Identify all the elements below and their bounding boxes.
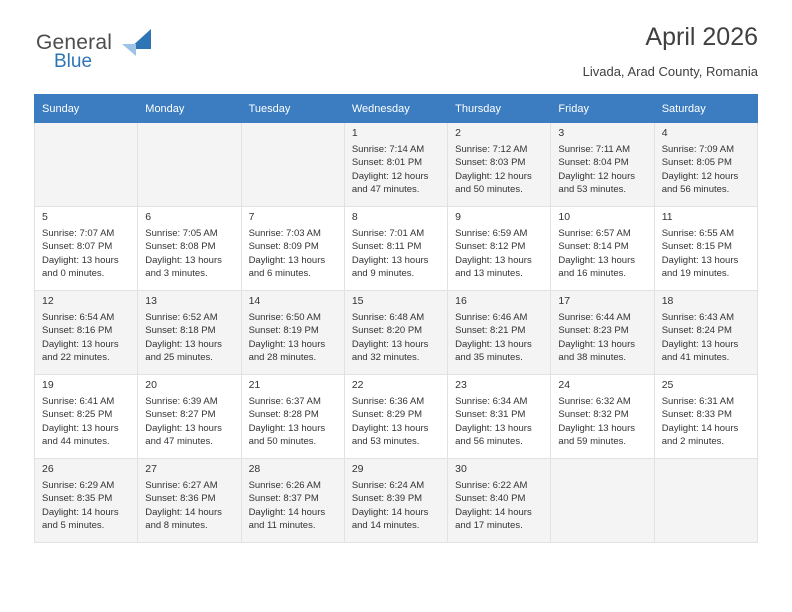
calendar-day-empty [241, 123, 344, 207]
calendar-day-number: 19 [42, 379, 54, 391]
calendar-day-detail-line: Daylight: 13 hours [42, 254, 119, 266]
calendar-header-row [35, 95, 758, 123]
calendar-day-detail-line: Sunset: 8:18 PM [145, 325, 216, 337]
calendar-day-detail-line: Sunset: 8:19 PM [248, 325, 319, 337]
calendar-day-detail-line: and 11 minutes. [248, 520, 316, 532]
calendar-day-cell [448, 291, 551, 375]
calendar-day-detail-line: Daylight: 13 hours [145, 422, 222, 434]
logo-text-blue: Blue [54, 51, 93, 72]
calendar-day-empty [35, 123, 138, 207]
calendar-day-detail-line: and 50 minutes. [248, 436, 317, 448]
calendar-day-detail-line: Sunrise: 7:11 AM [558, 143, 631, 155]
calendar-day-number: 5 [42, 211, 48, 223]
calendar-day-detail-line: Sunrise: 7:14 AM [351, 143, 425, 155]
calendar-day-detail-line: Sunrise: 6:41 AM [42, 395, 115, 407]
calendar-day-detail-line: Sunset: 8:14 PM [558, 241, 629, 253]
calendar-day-detail-line: Sunrise: 6:46 AM [455, 311, 528, 323]
calendar-day-detail-line: Sunset: 8:07 PM [42, 241, 113, 253]
calendar-day-number: 1 [351, 127, 358, 139]
calendar-day-number: 2 [455, 127, 461, 139]
weekday-header-tuesday: Tuesday [241, 95, 344, 123]
calendar-day-detail-line: Sunrise: 6:24 AM [351, 479, 425, 491]
calendar-body [35, 123, 758, 543]
calendar-day-detail-line: Sunrise: 6:26 AM [248, 479, 321, 491]
calendar-day-detail-line: Daylight: 12 hours [558, 170, 635, 182]
calendar-day-number: 25 [661, 379, 674, 391]
calendar-day-number: 26 [42, 463, 54, 475]
calendar-day-cell [344, 375, 447, 459]
calendar-day-detail-line: and 8 minutes. [145, 520, 208, 532]
calendar-day-cell [551, 207, 654, 291]
calendar-day-detail-line: Sunset: 8:40 PM [455, 493, 526, 505]
calendar-day-detail-line: Sunset: 8:39 PM [351, 493, 423, 505]
calendar-day-detail-line: Sunset: 8:25 PM [42, 409, 113, 421]
calendar-day-detail-line: Sunrise: 7:05 AM [145, 227, 218, 239]
calendar-day-number: 27 [145, 463, 157, 475]
title-block [583, 24, 758, 79]
calendar-day-detail-line: Sunset: 8:21 PM [455, 325, 526, 337]
calendar-day-detail-line: and 14 minutes. [351, 520, 420, 532]
calendar-day-cell [654, 123, 757, 207]
calendar-day-empty [138, 123, 241, 207]
calendar-day-detail-line: Sunrise: 6:44 AM [558, 311, 631, 323]
calendar-day-number: 18 [661, 295, 674, 307]
calendar-day-detail-line: Daylight: 13 hours [351, 254, 429, 266]
calendar-day-cell [138, 375, 241, 459]
calendar-day-detail-line: Sunrise: 6:57 AM [558, 227, 631, 239]
calendar-day-detail-line: Daylight: 13 hours [351, 422, 429, 434]
calendar-day-detail-line: Sunset: 8:29 PM [351, 409, 423, 421]
calendar-day-detail-line: Sunset: 8:09 PM [248, 241, 319, 253]
calendar-week-row [35, 375, 758, 459]
calendar-day-detail-line: and 2 minutes. [661, 436, 725, 448]
calendar-day-detail-line: Sunset: 8:16 PM [42, 325, 113, 337]
calendar-day-detail-line: Daylight: 14 hours [351, 506, 429, 518]
calendar-day-number: 12 [42, 295, 54, 307]
weekday-header-sunday: Sunday [35, 95, 138, 123]
calendar-day-detail-line: Sunset: 8:08 PM [145, 241, 216, 253]
calendar-day-detail-line: Daylight: 13 hours [661, 338, 739, 350]
calendar-day-empty [654, 459, 757, 543]
calendar-day-detail-line: Sunset: 8:12 PM [455, 241, 526, 253]
calendar-day-detail-line: Sunset: 8:37 PM [248, 493, 319, 505]
calendar-day-number: 29 [351, 463, 364, 475]
calendar-day-cell [35, 291, 138, 375]
calendar-day-detail-line: Sunset: 8:35 PM [42, 493, 113, 505]
calendar-day-detail-line: Daylight: 13 hours [248, 338, 326, 350]
calendar-day-detail-line: Sunset: 8:15 PM [661, 241, 732, 253]
calendar-day-number: 7 [248, 211, 255, 223]
calendar-day-detail-line: Sunrise: 6:52 AM [145, 311, 218, 323]
location-subtitle: Livada, Arad County, Romania [582, 63, 758, 79]
calendar-day-cell [551, 291, 654, 375]
calendar-day-detail-line: Daylight: 13 hours [42, 422, 119, 434]
calendar-day-detail-line: Daylight: 14 hours [455, 506, 532, 518]
calendar-day-detail-line: Sunset: 8:20 PM [351, 325, 423, 337]
calendar-day-cell [241, 375, 344, 459]
weekday-header-thursday: Thursday [448, 95, 551, 123]
calendar-day-detail-line: Daylight: 14 hours [145, 506, 222, 518]
calendar-day-detail-line: and 3 minutes. [145, 268, 208, 280]
calendar-day-detail-line: and 38 minutes. [558, 352, 627, 364]
calendar-day-detail-line: Sunrise: 6:36 AM [351, 395, 425, 407]
calendar-day-detail-line: and 5 minutes. [42, 520, 105, 532]
calendar-day-detail-line: Sunset: 8:33 PM [661, 409, 732, 421]
calendar-day-detail-line: Sunset: 8:03 PM [455, 157, 526, 169]
calendar-day-detail-line: Sunset: 8:01 PM [351, 157, 423, 169]
calendar-day-detail-line: Daylight: 13 hours [248, 254, 326, 266]
calendar-day-detail-line: Sunrise: 7:12 AM [455, 143, 528, 155]
calendar-day-number: 22 [351, 379, 364, 391]
calendar-week-row [35, 459, 758, 543]
calendar-day-detail-line: and 0 minutes. [42, 268, 105, 280]
calendar-day-cell [138, 291, 241, 375]
calendar-day-detail-line: Sunrise: 6:39 AM [145, 395, 218, 407]
calendar-day-detail-line: Daylight: 13 hours [145, 254, 222, 266]
calendar-day-detail-line: Daylight: 12 hours [661, 170, 739, 182]
calendar-day-detail-line: Sunset: 8:36 PM [145, 493, 216, 505]
calendar-day-number: 6 [145, 211, 152, 223]
calendar-day-detail-line: and 19 minutes. [661, 268, 730, 280]
calendar-day-detail-line: Sunrise: 6:59 AM [455, 227, 528, 239]
calendar-day-detail-line: Sunrise: 6:27 AM [145, 479, 218, 491]
calendar-day-detail-line: and 53 minutes. [558, 184, 627, 196]
calendar-day-detail-line: Sunset: 8:32 PM [558, 409, 629, 421]
calendar-day-detail-line: Sunrise: 6:37 AM [248, 395, 321, 407]
calendar-day-detail-line: Sunrise: 6:31 AM [661, 395, 735, 407]
calendar-day-detail-line: Sunset: 8:28 PM [248, 409, 319, 421]
calendar-day-detail-line: Daylight: 13 hours [455, 422, 532, 434]
calendar-day-detail-line: Daylight: 13 hours [558, 338, 635, 350]
calendar-day-cell [448, 375, 551, 459]
generalblue-logo [34, 24, 164, 74]
calendar-day-detail-line: and 56 minutes. [661, 184, 730, 196]
calendar-day-detail-line: Sunset: 8:31 PM [455, 409, 526, 421]
calendar-day-cell [448, 123, 551, 207]
calendar-day-cell [654, 291, 757, 375]
calendar-day-detail-line: Daylight: 14 hours [661, 422, 739, 434]
calendar-day-detail-line: Sunrise: 6:22 AM [455, 479, 528, 491]
calendar-day-cell [344, 291, 447, 375]
calendar-day-detail-line: Daylight: 13 hours [661, 254, 739, 266]
calendar-day-cell [241, 291, 344, 375]
calendar-day-number: 30 [455, 463, 467, 475]
calendar-day-number: 13 [145, 295, 157, 307]
calendar-day-number: 16 [455, 295, 467, 307]
calendar-day-cell [138, 459, 241, 543]
calendar-day-detail-line: Daylight: 13 hours [455, 254, 532, 266]
calendar-day-detail-line: Sunset: 8:24 PM [661, 325, 732, 337]
calendar-day-detail-line: Sunset: 8:23 PM [558, 325, 629, 337]
calendar-day-detail-line: Sunset: 8:27 PM [145, 409, 216, 421]
calendar-day-number: 28 [248, 463, 261, 475]
calendar-day-number: 17 [558, 295, 571, 307]
calendar-day-detail-line: Daylight: 13 hours [42, 338, 119, 350]
calendar-day-number: 9 [455, 211, 461, 223]
calendar-day-cell [448, 207, 551, 291]
logo-swoosh-secondary-icon [122, 44, 136, 56]
calendar-day-detail-line: and 44 minutes. [42, 436, 110, 448]
calendar-day-detail-line: Daylight: 13 hours [351, 338, 429, 350]
calendar-day-detail-line: Sunrise: 6:50 AM [248, 311, 321, 323]
weekday-header-saturday: Saturday [654, 95, 757, 123]
calendar-day-number: 10 [558, 211, 571, 223]
calendar-day-cell [241, 207, 344, 291]
calendar-day-detail-line: Sunrise: 6:43 AM [661, 311, 735, 323]
calendar-day-detail-line: and 35 minutes. [455, 352, 523, 364]
calendar-day-detail-line: and 41 minutes. [661, 352, 730, 364]
calendar-day-detail-line: Daylight: 12 hours [455, 170, 532, 182]
page-title: April 2026 [645, 23, 758, 51]
weekday-header-friday: Friday [551, 95, 654, 123]
calendar-day-cell [35, 207, 138, 291]
calendar-day-number: 24 [558, 379, 571, 391]
calendar-day-detail-line: and 16 minutes. [558, 268, 627, 280]
calendar-day-detail-line: and 50 minutes. [455, 184, 523, 196]
weekday-header-monday: Monday [138, 95, 241, 123]
calendar-day-detail-line: Sunrise: 6:34 AM [455, 395, 528, 407]
calendar-day-detail-line: Sunset: 8:11 PM [351, 241, 422, 253]
calendar-day-number: 3 [558, 127, 565, 139]
calendar-day-detail-line: Daylight: 12 hours [351, 170, 429, 182]
calendar-day-detail-line: Sunrise: 7:01 AM [351, 227, 425, 239]
calendar-day-detail-line: Sunset: 8:04 PM [558, 157, 629, 169]
calendar-day-detail-line: Daylight: 13 hours [145, 338, 222, 350]
calendar-day-detail-line: Daylight: 13 hours [455, 338, 532, 350]
calendar-day-detail-line: and 47 minutes. [351, 184, 420, 196]
calendar-day-cell [551, 375, 654, 459]
calendar-day-detail-line: and 56 minutes. [455, 436, 523, 448]
calendar-day-detail-line: and 25 minutes. [145, 352, 213, 364]
calendar-day-cell [551, 123, 654, 207]
calendar-day-cell [138, 207, 241, 291]
calendar-day-detail-line: Daylight: 13 hours [248, 422, 326, 434]
calendar-day-detail-line: and 9 minutes. [351, 268, 415, 280]
calendar-day-detail-line: and 47 minutes. [145, 436, 213, 448]
weekday-header-wednesday: Wednesday [344, 95, 447, 123]
calendar-day-detail-line: Sunrise: 6:54 AM [42, 311, 115, 323]
calendar-day-detail-line: and 32 minutes. [351, 352, 420, 364]
calendar-day-detail-line: and 13 minutes. [455, 268, 523, 280]
calendar-day-number: 14 [248, 295, 261, 307]
calendar-day-detail-line: Sunset: 8:05 PM [661, 157, 732, 169]
calendar-day-cell [344, 207, 447, 291]
calendar-day-empty [551, 459, 654, 543]
calendar-week-row [35, 291, 758, 375]
calendar-day-detail-line: Sunrise: 6:32 AM [558, 395, 631, 407]
calendar-day-detail-line: Sunrise: 6:29 AM [42, 479, 115, 491]
calendar-day-detail-line: and 6 minutes. [248, 268, 311, 280]
calendar-day-detail-line: Sunrise: 7:09 AM [661, 143, 735, 155]
calendar-day-cell [448, 459, 551, 543]
calendar-day-number: 20 [145, 379, 157, 391]
calendar-day-cell [654, 375, 757, 459]
calendar-day-detail-line: Daylight: 13 hours [558, 422, 635, 434]
calendar-day-detail-line: and 17 minutes. [455, 520, 523, 532]
calendar-day-number: 4 [661, 127, 668, 139]
calendar-day-detail-line: Daylight: 14 hours [42, 506, 119, 518]
logo-text-general: General [36, 31, 113, 54]
calendar-day-detail-line: and 22 minutes. [42, 352, 110, 364]
calendar-day-cell [344, 459, 447, 543]
calendar-day-number: 11 [661, 211, 673, 223]
calendar-day-detail-line: and 28 minutes. [248, 352, 317, 364]
calendar-day-cell [344, 123, 447, 207]
calendar-day-cell [654, 207, 757, 291]
calendar-day-detail-line: Sunrise: 7:03 AM [248, 227, 321, 239]
calendar-day-number: 21 [248, 379, 261, 391]
calendar-day-cell [35, 375, 138, 459]
calendar-day-number: 8 [351, 211, 358, 223]
calendar-table [34, 94, 758, 543]
calendar-week-row [35, 207, 758, 291]
calendar-day-detail-line: Daylight: 14 hours [248, 506, 326, 518]
calendar-day-detail-line: and 53 minutes. [351, 436, 420, 448]
calendar-day-cell [241, 459, 344, 543]
calendar-day-detail-line: and 59 minutes. [558, 436, 627, 448]
calendar-day-detail-line: Daylight: 13 hours [558, 254, 635, 266]
calendar-day-number: 23 [455, 379, 467, 391]
page-header [34, 24, 758, 80]
calendar-day-detail-line: Sunrise: 7:07 AM [42, 227, 115, 239]
calendar-day-detail-line: Sunrise: 6:48 AM [351, 311, 425, 323]
calendar-day-detail-line: Sunrise: 6:55 AM [661, 227, 735, 239]
calendar-day-number: 15 [351, 295, 364, 307]
calendar-week-row [35, 123, 758, 207]
calendar-day-cell [35, 459, 138, 543]
